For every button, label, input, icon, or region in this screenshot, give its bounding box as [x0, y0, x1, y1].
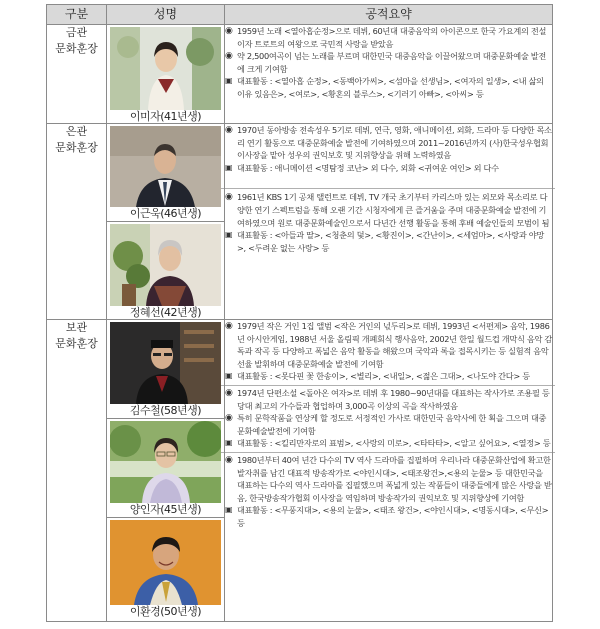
- list-item: [225, 75, 552, 100]
- summary-cell: [225, 25, 553, 124]
- person-cell: [107, 25, 225, 124]
- summary-text: 1979년 작은 거인 1집 앨범 <작은 거인의 넋두리>로 데뷔, 1993년 <서편제> 음악, 1986년 아시안게임, 1988년 서울 올림픽 개폐회식 행사음악, 2002년 한일 월드컵 개막식 음악 감독과 작곡 등 다양하고 폭넓은 음악 활동을 해왔으며 국악과 록을 접목시키는 등 실험적 음악선율 발휘하며 대중문화예술 발전에 기여함: [237, 321, 553, 369]
- list-item: [225, 412, 552, 437]
- summary-text: 1974년 단편소설 <돌아온 여자>로 데뷔 후 1980~90년대를 대표하는 작사가로 조용필 등 당대 최고의 가수들과 협업하며 3,000곡 이상의 곡을 작사하였음: [237, 387, 550, 411]
- summary-text: 1959년 노래 <열아홉순정>으로 데뷔, 60년대 대중음악의 아이콘으로 한국 가요계의 전설이자 트로트의 여왕으로 국민적 사랑을 받았음: [237, 26, 547, 49]
- square-bullet-icon: ▣: [225, 438, 233, 448]
- person-name: 김수철(58년생): [129, 404, 202, 417]
- person-name: 정혜선(42년생): [129, 306, 202, 319]
- list-item: [225, 50, 552, 75]
- header-name: 성명: [107, 5, 225, 25]
- list-item: [225, 25, 552, 50]
- category-label: 은관 문화훈장: [55, 125, 98, 154]
- header-category: 구분: [47, 5, 107, 25]
- square-bullet-icon: ▣: [225, 162, 233, 172]
- bullet-icon: ◉: [225, 51, 233, 62]
- person-name: 이미자(41년생): [129, 110, 202, 123]
- table-row: [47, 124, 553, 320]
- summary-cell: [225, 124, 553, 320]
- person-photo: [110, 27, 221, 110]
- table-header-row: [47, 5, 553, 25]
- category-cell: [47, 320, 107, 622]
- category-label: 보관 문화훈장: [55, 321, 98, 350]
- list-item: [225, 454, 552, 504]
- person-photo: [110, 322, 221, 404]
- person-photo: [110, 224, 221, 306]
- summary-text: 대표활동 : <못다핀 꽃 한송이>, <별리>, <내일>, <젊은 그대>, <나도야 간다> 등: [237, 371, 530, 382]
- person-name: 이환경(50년생): [129, 605, 202, 618]
- bullet-icon: ◉: [225, 192, 233, 203]
- person-name: 이근욱(46년생): [129, 207, 202, 220]
- square-bullet-icon: ▣: [225, 76, 233, 86]
- category-label: 금관 문화훈장: [55, 26, 98, 55]
- person-cell: [107, 320, 225, 622]
- summary-text: 대표활동 : <무풍지대>, <용의 눈물>, <태조 왕건>, <야인시대>, <명동시대>, <무신> 등: [237, 505, 549, 528]
- table-row: [47, 320, 553, 622]
- list-item: [225, 229, 552, 254]
- summary-text: 1970년 동아방송 전속성우 5기로 데뷔, 연극, 영화, 애니메이션, 외화, 드라마 등 다양한 목소리 연기 활동으로 대중문화예술 발전에 기여하였으며 2011~2016년까지 (사)한국성우협회 이사장을 맡아 성우의 권익보호 및 지위향상을 위해 노력하였음: [237, 125, 552, 161]
- table-row: [47, 25, 553, 124]
- bullet-icon: ◉: [225, 387, 233, 398]
- summary-text: 1961년 KBS 1기 공채 탤런트로 데뷔, TV 개국 초기부터 카리스마 있는 외모와 목소리로 다양한 연기 스펙트럼을 통해 오랜 기간 시청자에게 큰 즐거움을 주며 대중문화예술 발전에 기여하였으며 원로 대중문화예술인으로서 다년간 선행 활동을 통해 후배 예술인들의 모범이 됨: [237, 192, 550, 228]
- list-item: [225, 124, 552, 162]
- bullet-icon: ◉: [225, 321, 233, 331]
- summary-text: 대표활동 : 애니메이션 <명탐정 코난> 외 다수, 외화 <귀여운 여인> 외 다수: [237, 162, 499, 173]
- square-bullet-icon: ▣: [225, 505, 233, 515]
- person-photo: [110, 126, 221, 207]
- list-item: [225, 320, 552, 370]
- summary-text: 대표활동 : <아들과 딸>, <청춘의 덫>, <황진이>, <간난이>, <세엄마>, <사랑과 야망>, <두려운 없는 사랑> 등: [237, 230, 544, 253]
- person-photo: [110, 520, 221, 605]
- list-item: [225, 387, 552, 412]
- summary-text: 약 2,500여곡이 넘는 노래를 부르며 대한민국 대중음악을 이끌어왔으며 대중문화예술 발전에 크게 기여함: [237, 51, 546, 74]
- bullet-icon: ◉: [225, 125, 233, 135]
- award-table: [46, 4, 553, 622]
- list-item: [225, 370, 552, 383]
- summary-text: 대표활동 : <열아홉 순정>, <동백아가씨>, <섬마을 선생님>, <여자의 일생>, <내 삶의 이유 있음은>, <여로>, <황혼의 블루스>, <기러기 아빠>, <아씨> 등: [237, 76, 544, 99]
- person-photo: [110, 421, 221, 503]
- bullet-icon: ◉: [225, 413, 233, 424]
- category-cell: [47, 25, 107, 124]
- bullet-icon: ◉: [225, 26, 233, 36]
- square-bullet-icon: ▣: [225, 230, 233, 240]
- person-cell: [107, 124, 225, 320]
- list-item: [225, 191, 552, 229]
- list-item: [225, 162, 552, 175]
- square-bullet-icon: ▣: [225, 371, 233, 381]
- category-cell: [47, 124, 107, 320]
- person-name: 양인자(45년생): [129, 503, 202, 516]
- summary-text: 1980년부터 40여 년간 다수의 TV 역사 드라마를 집필하며 우리나라 대중문화산업에 확고한 발자취를 남긴 대표적 방송작가로 <야인시대>, <태조왕건>,<용의 눈물> 등 대한민국을 대표하는 다수의 역사 드라마를 집필했으며 폭넓게 있는 작품들이 대중들에게 많은 사랑을 받음, 한국방송작가협회 이사장을 역임하며 방송작가의 권익보호 및 지위향상에 기여함: [237, 454, 552, 503]
- summary-text: 대표활동 : <킬리만자로의 표범>, <사랑의 미로>, <타타타>, <알고 싶어요>, <열정> 등: [237, 438, 551, 449]
- summary-text: 특히 문학작품을 연상케 할 정도로 서정적인 가사로 대한민국 음악사에 한 획을 그으며 대중문화예술발전에 기여함: [237, 413, 547, 436]
- header-summary: 공적요약: [225, 5, 553, 25]
- summary-cell: [225, 320, 553, 622]
- bullet-icon: ◉: [225, 454, 233, 465]
- list-item: [225, 504, 552, 529]
- list-item: [225, 437, 552, 450]
